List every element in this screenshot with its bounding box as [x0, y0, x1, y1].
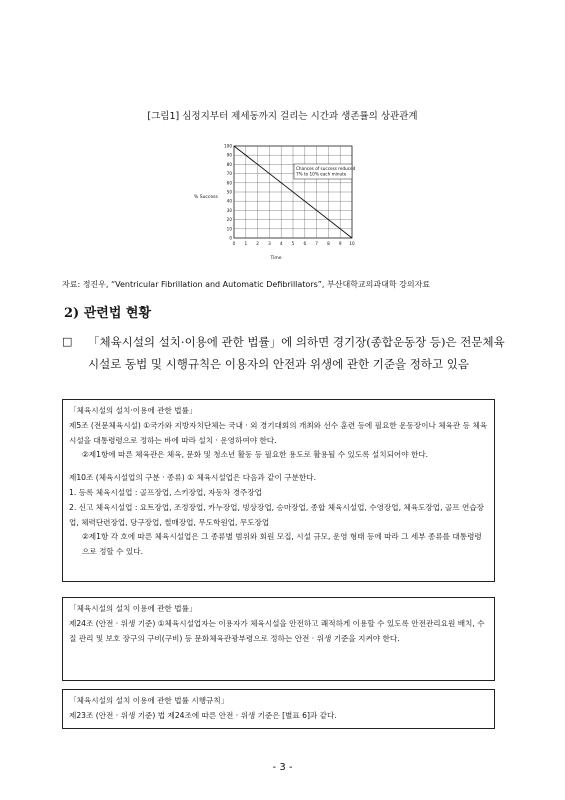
y-tick-label: 90 [226, 152, 232, 158]
x-tick-labels [233, 241, 355, 246]
law-box-2 [62, 597, 495, 681]
y-tick-label: 10 [226, 226, 232, 232]
law-article-23: 제23조 (안전 · 위생 기준) 법 제24조에 따른 안전 · 위생 기준은 [별표 6]과 같다. [69, 710, 337, 720]
x-tick-label: 5 [291, 241, 295, 246]
y-tick-label: 70 [226, 171, 232, 177]
x-tick-label: 10 [349, 241, 355, 246]
x-tick-label: 8 [327, 241, 330, 246]
page-number: - 3 - [272, 762, 293, 773]
law-box-2-title: 「체육시설의 설치 이용에 관한 법률」 [69, 604, 197, 613]
y-tick-label: 80 [226, 161, 232, 167]
law-article-5-2: ②제1항에 따른 체육관은 체육, 문화 및 청소년 활동 등 필요한 용도로 활용될 수 있도록 설치되어야 한다. [82, 450, 429, 460]
y-tick-label: 0 [229, 235, 232, 241]
law-article-10-3: ②제1항 각 호에 따른 체육시설업은 그 종류별 범위와 회원 모집, 시설 규모, 운영 형태 등에 따라 그 세부 종류를 대통령령으로 정할 수 있다. [82, 532, 482, 557]
y-tick-label: 40 [226, 198, 232, 204]
law-article-10-1: 1. 등록 체육시설업 : 골프장업, 스키장업, 자동차 경주장업 [69, 487, 262, 497]
y-tick-label: 50 [226, 189, 232, 195]
law-article-24: 제24조 (안전 · 위생 기준) ①체육시설업자는 이용자가 체육시설을 안전하고 쾌적하게 이용할 수 있도록 안전관리요원 배치, 수질 관리 및 보호 장구의 구비(구비) 등 문화체육관광부령으로 정하는 안전 · 위생 기준을 지켜야 한다. [69, 618, 485, 643]
x-tick-label: 0 [232, 241, 236, 246]
chart-annotation: Chances of success reduced 7% to 10% each minute [296, 166, 356, 177]
law-box-1 [62, 399, 495, 582]
y-tick-label: 60 [226, 180, 232, 186]
y-tick-label: 100 [224, 143, 232, 149]
x-tick-label: 1 [244, 241, 248, 246]
y-tick-label: 30 [226, 207, 232, 213]
x-tick-label: 2 [256, 241, 259, 246]
y-axis-label: % Success [194, 195, 218, 200]
x-tick-label: 3 [268, 241, 271, 246]
x-axis-label: Time [270, 256, 282, 261]
y-tick-labels [224, 144, 232, 241]
law-box-1-title: 「체육시설의 설치·이용에 관한 법률」 [69, 406, 197, 415]
x-tick-label: 4 [279, 241, 283, 246]
x-tick-label: 6 [303, 241, 307, 246]
bullet-text: 「체육시설의 설치·이용에 관한 법률」에 의하면 경기장(종합운동장 등)은 전문체육시설로 동법 및 시행규칙은 이용자의 안전과 위생에 관한 기준을 정하고 있음 [88, 335, 505, 371]
figure-title: [그림1] 심정지부터 제세동까지 걸리는 시간과 생존률의 상관관계 [147, 111, 418, 122]
y-tick-label: 20 [226, 217, 232, 223]
section-heading: 2) 관련법 현황 [64, 306, 152, 321]
x-tick-label: 9 [338, 241, 342, 246]
bullet-marker: □ [62, 335, 73, 348]
law-box-3-title: 「체육시설의 설치 이용에 관한 법률 시행규칙」 [69, 696, 229, 705]
x-tick-label: 7 [315, 241, 318, 246]
figure-source: 자료: 정진우, “Ventricular Fibrillation and Automatic Defibrillators”, 부산대학교의과대학 강의자료 [62, 280, 431, 289]
law-article-10-2: 2. 신고 체육시설업 : 요트장업, 조정장업, 카누장업, 빙상장업, 승마장업, 종합 체육시설업, 수영장업, 체육도장업, 골프 연습장업, 체력단련장업, 당구장업, 썰매장업, 무도학원업, 무도장업 [69, 502, 485, 527]
success-rate-chart [190, 138, 358, 262]
law-article-10: 제10조 (체육시설업의 구분 · 종류) ① 체육시설업은 다음과 같이 구분한다. [69, 473, 317, 483]
law-article-5: 제5조 (전문체육시설) ①국가와 지방자치단체는 국내 · 외 경기대회의 개최와 선수 훈련 등에 필요한 운동장이나 체육관 등 체육시설을 대통령령으로 정하는 바에 따라 설치 · 운영하여야 한다. [69, 420, 488, 445]
law-box-3 [62, 689, 495, 729]
